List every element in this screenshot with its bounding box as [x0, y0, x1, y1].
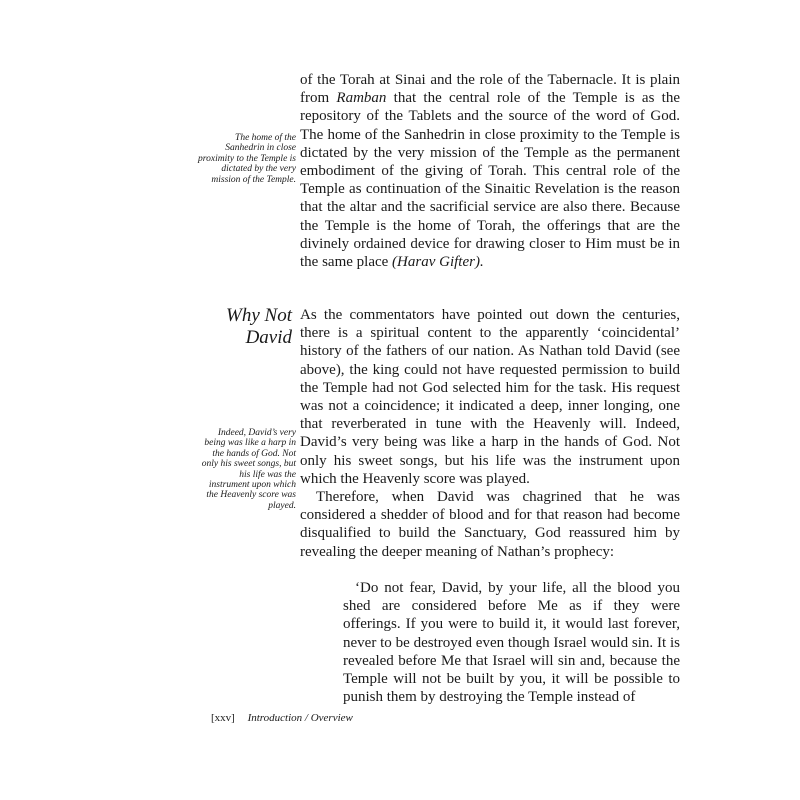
quote-text: ‘Do not fear, David, by your life, all the blood you shed are considered before Me as if they were offerings. If you were to build it, it would last forever, never to be destroyed even though Israel would sin. It is revealed before Me that Israel will sin and, because the Temple will not be built by you, it will be possible to punish them by destroying the Temple instead of: [343, 580, 680, 706]
running-title: Introduction / Overview: [247, 712, 353, 724]
paragraph-1-text-a: of the Torah at Sinai and the role of the Tabernacle. It is plain from: [300, 72, 680, 107]
section-why-not-david: [300, 306, 680, 561]
page-footer: [211, 711, 353, 725]
ramban-citation: Ramban: [336, 90, 387, 107]
block-quote: [343, 579, 680, 706]
paragraph-tabernacle: [300, 71, 680, 271]
paragraph-2: As the commentators have pointed out down the centuries, there is a spiritual content to the apparently ‘coincidental’ history of the fathers of our nation. As Nathan told David (see above), the king could not have requested permission to build the Temple had not God selected him for the task. His request was not a coincidence; it indicated a deep, inner longing, one that reverberated in tune with the Heavenly will. Indeed, David’s very being was like a harp in the hands of God. Not only his sweet songs, but his life was the instrument upon which the Heavenly score was played.: [300, 307, 680, 487]
heading-line-1: Why Not: [226, 305, 292, 326]
paragraph-1-text-b: that the central role of the Temple is as the repository of the Tablets and the source of the word of God. The home of the Sanhedrin in close proximity to the Temple is dictated by the very mission of the Temple as the permanent embodiment of the giving of Torah. This central role of the Temple as continuation of the Sinaitic Revelation is the reason that the altar and the sacrificial service are also there. Because the Temple is the home of Torah, the offerings that are the divinely ordained device for drawing closer to Him must be in the same place: [300, 90, 680, 271]
paragraph-3: Therefore, when David was chagrined that he was considered a shedder of blood and for that reason had become disqualified to build the Sanctuary, God reassured him by revealing the deeper meaning of Nathan’s prophecy:: [300, 489, 680, 560]
heading-line-2: David: [245, 327, 292, 348]
margin-note-sanhedrin: The home of the Sanhedrin in close proximity to the Temple is dictated by the very mission of the Temple.: [198, 133, 296, 185]
page-number: [xxv]: [211, 712, 235, 724]
paragraph-1: [300, 71, 680, 271]
section-heading: [200, 305, 292, 349]
harav-gifter-citation: (Harav Gifter).: [392, 254, 484, 271]
margin-note-harp: Indeed, David’s very being was like a harp in the hands of God. Not only his sweet songs, but his life was the instrument upon which the Heavenly score was played.: [201, 428, 296, 511]
